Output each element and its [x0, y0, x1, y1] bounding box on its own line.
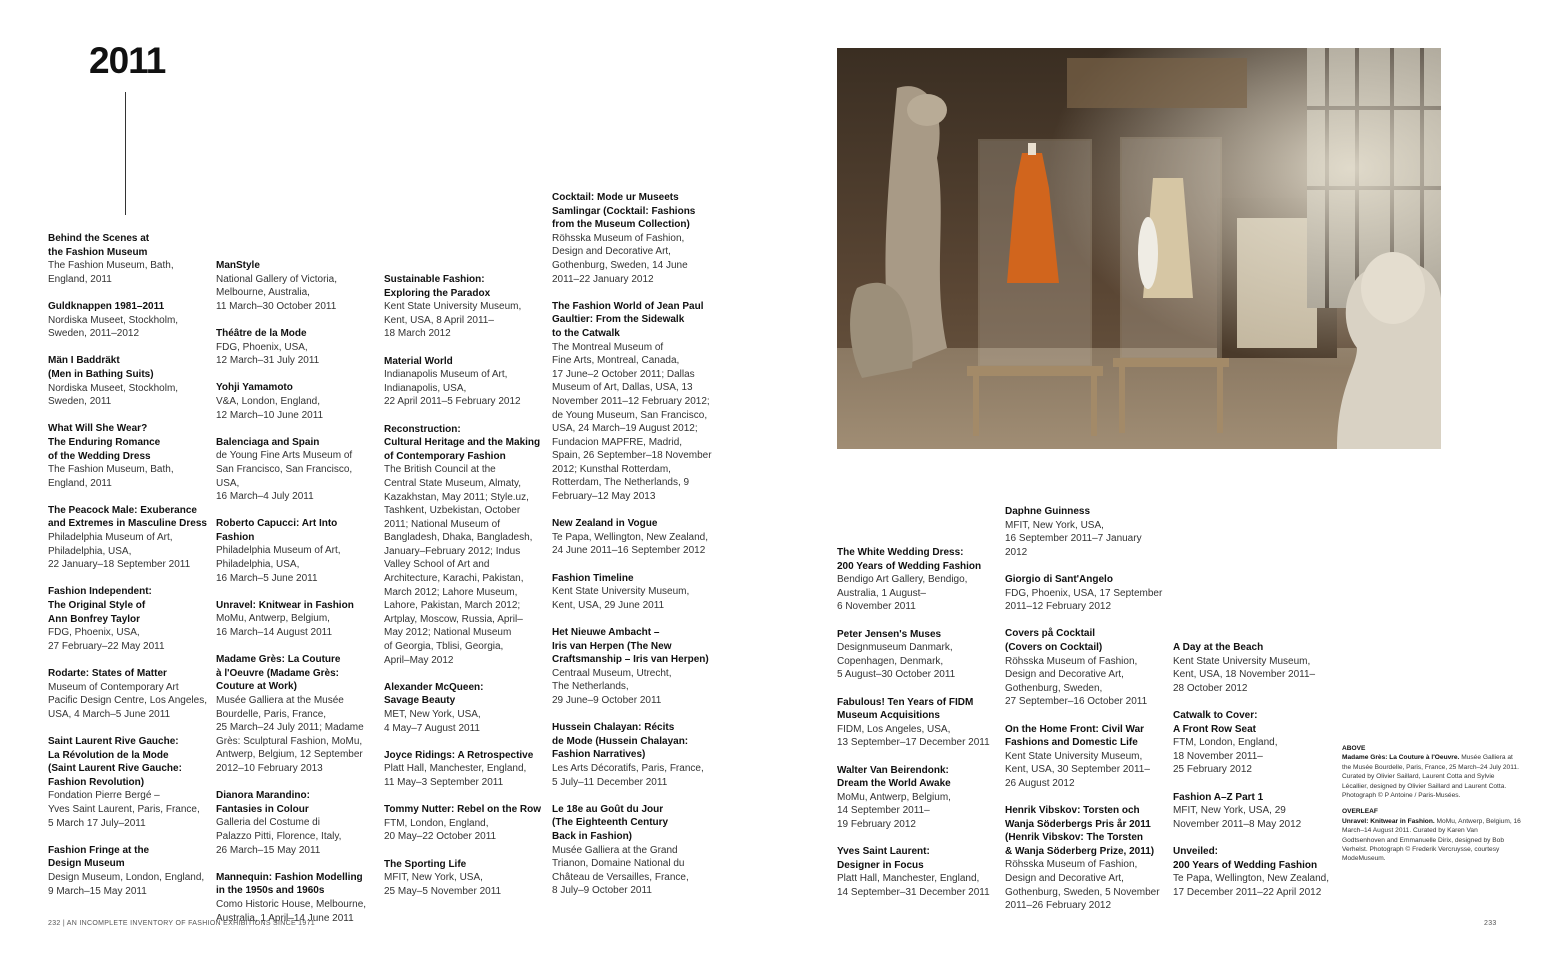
- exhibition-details: FTM, London, England, 20 May–22 October 2011: [384, 817, 497, 843]
- exhibition-title: Hussein Chalayan: Récits de Mode (Hussein Chalayan: Fashion Narratives): [552, 722, 689, 761]
- exhibition-title: Roberto Capucci: Art Into Fashion: [216, 518, 338, 543]
- exhibition-title: Giorgio di Sant'Angelo: [1005, 573, 1113, 585]
- exhibition-entry: [48, 232, 208, 286]
- exhibition-entry: [1005, 573, 1165, 614]
- exhibition-details: MET, New York, USA, 4 May–7 August 2011: [384, 709, 481, 734]
- exhibition-details: Te Papa, Wellington, New Zealand, 17 December 2011–22 April 2012: [1173, 873, 1330, 898]
- divider-line: [125, 92, 126, 215]
- exhibition-details: MoMu, Antwerp, Belgium, 14 September 2011– 19 February 2012: [837, 791, 951, 830]
- exhibition-details: Musée Galliera at the Musée Bourdelle, Paris, France, 25 March–24 July 2011; Madame Grès: Sculptural Fashion, MoMu, Antwerp, Belgium, 12 September 2012–10 February 2013: [216, 695, 364, 774]
- exhibition-title: Behind the Scenes at the Fashion Museum: [48, 233, 150, 258]
- exhibition-entry: [384, 858, 544, 899]
- exhibition-entry: [837, 696, 997, 750]
- caption-above-heading: ABOVE: [1342, 745, 1366, 752]
- exhibition-title: Het Nieuwe Ambacht – Iris van Herpen (The New Craftsmanship – Iris van Herpen): [552, 627, 709, 666]
- exhibition-entry: [552, 626, 712, 708]
- exhibition-title: Daphne Guinness: [1005, 506, 1091, 517]
- exhibition-title: Saint Laurent Rive Gauche: La Révolution de la Mode (Saint Laurent Rive Gauche: Fashion Revolution): [48, 735, 182, 788]
- exhibition-details: FDG, Phoenix, USA, 27 February–22 May 2011: [48, 627, 165, 652]
- exhibition-entry: [216, 327, 376, 368]
- exhibition-entry: [216, 381, 376, 422]
- exhibition-details: MFIT, New York, USA, 25 May–5 November 2011: [384, 872, 502, 897]
- exhibition-title: Le 18e au Goût du Jour (The Eighteenth Century Back in Fashion): [552, 803, 669, 842]
- exhibition-details: FIDM, Los Angeles, USA, 13 September–17 December 2011: [837, 723, 990, 749]
- exhibition-details: Design Museum, London, England, 9 March–15 May 2011: [48, 871, 205, 897]
- exhibition-entry: [552, 721, 712, 789]
- exhibition-entry: [837, 628, 997, 682]
- exhibition-title: Rodarte: States of Matter: [48, 668, 167, 679]
- exhibition-title: Män I Baddräkt (Men in Bathing Suits): [48, 355, 154, 380]
- column-1: [48, 232, 208, 912]
- exhibition-entry: [1173, 641, 1333, 695]
- exhibition-title: Tommy Nutter: Rebel on the Row: [384, 804, 542, 816]
- exhibition-title: Joyce Ridings: A Retrospective: [384, 749, 534, 761]
- column-3: [384, 273, 544, 912]
- exhibition-title: Cocktail: Mode ur Museets Samlingar (Cocktail: Fashions from the Museum Collection): [552, 192, 696, 231]
- exhibition-entry: [552, 803, 712, 898]
- exhibition-details: Röhsska Museum of Fashion, Design and Decorative Art, Gothenburg, Sweden, 5 November 2011–26 February 2012: [1005, 859, 1160, 912]
- exhibition-title: Covers på Cocktail (Covers on Cocktail): [1005, 628, 1103, 653]
- exhibition-details: Philadelphia Museum of Art, Philadelphia, USA, 22 January–18 September 2011: [48, 532, 191, 571]
- exhibition-details: FTM, London, England, 18 November 2011– 25 February 2012: [1173, 737, 1278, 776]
- exhibition-entry: [48, 735, 208, 830]
- caption-overleaf-text: MoMu, Antwerp, Belgium, 16 March–14 August 2011. Curated by Karen Van Godtsenhoven and Emmanuelle Dirix, designed by Bob Verhelst. Photograph © Frederik Vercruysse, courtesy ModeMuseum.: [1342, 817, 1521, 863]
- exhibition-entry: [216, 436, 376, 504]
- exhibition-details: National Gallery of Victoria, Melbourne, Australia, 11 March–30 October 2011: [216, 273, 337, 312]
- exhibition-details: MFIT, New York, USA, 16 September 2011–7 January 2012: [1005, 519, 1142, 558]
- exhibition-title: Peter Jensen's Muses: [837, 628, 942, 640]
- exhibition-details: Kent State University Museum, Kent, USA, 18 November 2011– 28 October 2012: [1173, 655, 1316, 694]
- exhibition-title: Henrik Vibskov: Torsten och Wanja Söderbergs Pris år 2011 (Henrik Vibskov: The Torsten & Wanja Söderberg Prize, 2011): [1005, 805, 1155, 857]
- exhibition-entry: [48, 844, 208, 898]
- exhibition-title: New Zealand in Vogue: [552, 518, 658, 530]
- exhibition-details: Indianapolis Museum of Art, Indianapolis, USA, 22 April 2011–5 February 2012: [384, 369, 521, 408]
- exhibition-entry: [1005, 505, 1165, 559]
- exhibition-entry: [48, 667, 208, 721]
- exhibition-title: Guldknappen 1981–2011: [48, 300, 165, 312]
- exhibition-details: Nordiska Museet, Stockholm, Sweden, 2011–2012: [48, 314, 179, 340]
- exhibition-entry: [552, 191, 712, 286]
- exhibition-title: Fabulous! Ten Years of FIDM Museum Acquisitions: [837, 696, 974, 722]
- exhibition-title: Yohji Yamamoto: [216, 382, 293, 394]
- exhibition-entry: [837, 764, 997, 832]
- exhibition-title: Material World: [384, 355, 453, 367]
- exhibition-title: The Sporting Life: [384, 858, 467, 870]
- exhibition-title: What Will She Wear? The Enduring Romance of the Wedding Dress: [48, 423, 161, 462]
- exhibition-entry: [384, 355, 544, 409]
- exhibition-entry: [48, 585, 208, 653]
- column-2: [216, 259, 376, 939]
- exhibition-details: The Fashion Museum, Bath, England, 2011: [48, 464, 174, 489]
- exhibition-details: MoMu, Antwerp, Belgium, 16 March–14 August 2011: [216, 613, 333, 639]
- exhibition-entry: [384, 749, 544, 790]
- column-6: [1005, 505, 1165, 926]
- exhibition-entry: [216, 259, 376, 313]
- exhibition-details: Como Historic House, Melbourne, Australia, 1 April–14 June 2011: [216, 898, 367, 924]
- exhibition-entry: [216, 871, 376, 925]
- year-heading: 2011: [89, 40, 166, 81]
- exhibition-title: On the Home Front: Civil War Fashions and Domestic Life: [1005, 723, 1145, 749]
- exhibition-details: Les Arts Décoratifs, Paris, France, 5 July–11 December 2011: [552, 762, 704, 788]
- exhibition-entry: [48, 422, 208, 490]
- exhibition-details: V&A, London, England, 12 March–10 June 2011: [216, 395, 324, 421]
- exhibition-details: Te Papa, Wellington, New Zealand, 24 June 2011–16 September 2012: [552, 531, 709, 557]
- exhibition-entry: [837, 845, 997, 899]
- exhibition-entry: [48, 504, 208, 572]
- exhibition-details: Centraal Museum, Utrecht, The Netherlands, 29 June–9 October 2011: [552, 667, 672, 706]
- exhibition-entry: [384, 803, 544, 844]
- exhibition-title: Fashion A–Z Part 1: [1173, 791, 1264, 803]
- exhibition-details: Kent State University Museum, Kent, USA, 30 September 2011– 26 August 2012: [1005, 750, 1150, 789]
- exhibition-details: FDG, Phoenix, USA, 17 September 2011–12 February 2012: [1005, 587, 1163, 613]
- exhibition-title: Théâtre de la Mode: [216, 327, 307, 339]
- exhibition-details: The Fashion Museum, Bath, England, 2011: [48, 260, 174, 285]
- exhibition-entry: [1173, 709, 1333, 777]
- exhibition-details: Museum of Contemporary Art Pacific Design Centre, Los Angeles, USA, 4 March–5 June 2011: [48, 681, 207, 720]
- column-5: [837, 546, 997, 913]
- page-number-right: 233: [1484, 920, 1497, 927]
- photo-caption: [1342, 744, 1522, 871]
- exhibition-entry: [48, 354, 208, 408]
- exhibition-entry: [384, 681, 544, 735]
- exhibition-details: Musée Galliera at the Grand Trianon, Domaine National du Château de Versailles, France, 8 July–9 October 2011: [552, 844, 689, 897]
- exhibition-entry: [384, 423, 544, 668]
- exhibition-details: Galleria del Costume di Palazzo Pitti, Florence, Italy, 26 March–15 May 2011: [216, 817, 342, 856]
- caption-above-title: Madame Grès: La Couture à l'Oeuvre.: [1342, 754, 1460, 762]
- exhibition-details: de Young Fine Arts Museum of San Francisco, San Francisco, USA, 16 March–4 July 2011: [216, 450, 353, 503]
- exhibition-title: The Peacock Male: Exuberance and Extremes in Masculine Dress: [48, 504, 207, 530]
- exhibition-entry: [837, 546, 997, 614]
- exhibition-details: MFIT, New York, USA, 29 November 2011–8 May 2012: [1173, 805, 1302, 830]
- exhibition-entry: [1005, 723, 1165, 791]
- exhibition-details: Röhsska Museum of Fashion, Design and Decorative Art, Gothenburg, Sweden, 27 September–16 October 2011: [1005, 655, 1148, 708]
- exhibition-photo: [837, 48, 1441, 449]
- exhibition-details: FDG, Phoenix, USA, 12 March–31 July 2011: [216, 341, 320, 367]
- exhibition-title: Fashion Timeline: [552, 572, 634, 584]
- exhibition-title: Yves Saint Laurent: Designer in Focus: [837, 846, 930, 871]
- exhibition-title: A Day at the Beach: [1173, 642, 1264, 653]
- exhibition-details: Röhsska Museum of Fashion, Design and Decorative Art, Gothenburg, Sweden, 14 June 2011–22 January 2012: [552, 232, 688, 285]
- exhibition-title: Fashion Independent: The Original Style of Ann Bonfrey Taylor: [48, 586, 152, 625]
- exhibition-details: The British Council at the Central State Museum, Almaty, Kazakhstan, May 2011; Style.uz, Tashkent, Uzbekistan, October 2011; National Museum of Bangladesh, Dhaka, Bangladesh, January–February 2012; Indus Valley School of Art and Architecture, Karachi, Pakistan, March 2012; Lahore Museum, Lahore, Pakistan, March 2012; Artplay, Moscow, Russia, April– May 2012; National Museum of Georgia, Tblisi, Georgia, April–May 2012: [384, 464, 533, 666]
- exhibition-details: Fondation Pierre Bergé – Yves Saint Laurent, Paris, France, 5 March 17 July–2011: [48, 790, 200, 829]
- exhibition-title: The Fashion World of Jean Paul Gaultier: From the Sidewalk to the Catwalk: [552, 300, 704, 339]
- exhibition-entry: [552, 572, 712, 613]
- exhibition-title: Reconstruction: Cultural Heritage and the Making of Contemporary Fashion: [384, 423, 541, 462]
- caption-overleaf-title: Unravel: Knitwear in Fashion.: [1342, 817, 1435, 825]
- exhibition-entry: [1005, 627, 1165, 709]
- caption-overleaf-heading: OVERLEAF: [1342, 808, 1378, 816]
- footer-left: 232 | AN INCOMPLETE INVENTORY OF FASHION EXHIBITIONS SINCE 1971: [48, 920, 315, 927]
- exhibition-title: Unravel: Knitwear in Fashion: [216, 599, 354, 611]
- exhibition-title: Sustainable Fashion: Exploring the Paradox: [384, 274, 491, 299]
- exhibition-entry: [1173, 845, 1333, 899]
- exhibition-details: Kent State University Museum, Kent, USA, 29 June 2011: [552, 586, 690, 611]
- exhibition-entry: [216, 599, 376, 640]
- exhibition-details: Kent State University Museum, Kent, USA, 8 April 2011– 18 March 2012: [384, 301, 522, 340]
- exhibition-entry: [552, 300, 712, 504]
- exhibition-title: The White Wedding Dress: 200 Years of Wedding Fashion: [837, 547, 982, 572]
- exhibition-entry: [1173, 791, 1333, 832]
- exhibition-title: Mannequin: Fashion Modelling in the 1950s and 1960s: [216, 871, 363, 897]
- column-4: [552, 191, 712, 911]
- exhibition-title: Dianora Marandino: Fantasies in Colour: [216, 790, 310, 815]
- exhibition-title: Walter Van Beirendonk: Dream the World Awake: [837, 764, 951, 790]
- exhibition-details: Platt Hall, Manchester, England, 11 May–3 September 2011: [384, 763, 527, 788]
- exhibition-title: Fashion Fringe at the Design Museum: [48, 844, 150, 870]
- exhibition-entry: [48, 300, 208, 341]
- exhibition-title: Catwalk to Cover: A Front Row Seat: [1173, 709, 1258, 735]
- exhibition-title: ManStyle: [216, 260, 260, 271]
- exhibition-entry: [216, 789, 376, 857]
- exhibition-details: Platt Hall, Manchester, England, 14 September–31 December 2011: [837, 873, 990, 898]
- exhibition-details: Designmuseum Danmark, Copenhagen, Denmark, 5 August–30 October 2011: [837, 642, 956, 681]
- exhibition-details: Nordiska Museet, Stockholm, Sweden, 2011: [48, 382, 179, 408]
- exhibition-details: Philadelphia Museum of Art, Philadelphia, USA, 16 March–5 June 2011: [216, 545, 341, 584]
- exhibition-entry: [552, 517, 712, 558]
- exhibition-title: Balenciaga and Spain: [216, 436, 320, 448]
- exhibition-title: Unveiled: 200 Years of Wedding Fashion: [1173, 845, 1318, 871]
- exhibition-entry: [384, 273, 544, 341]
- exhibition-details: The Montreal Museum of Fine Arts, Montreal, Canada, 17 June–2 October 2011; Dallas Museum of Art, Dallas, USA, 13 November 2011–12 February 2012; de Young Museum, San Francisco, USA, 24 March–19 August 2012; Fundacion MAPFRE, Madrid, Spain, 26 September–18 November 2012; Kunsthal Rotterdam, Rotterdam, The Netherlands, 9 February–12 May 2013: [552, 341, 712, 503]
- exhibition-entry: [216, 517, 376, 585]
- column-7: [1173, 641, 1333, 913]
- caption-above-text: Musée Galliera at the Musée Bourdelle, Paris, France, 25 March–24 July 2011. Curated by Olivier Saillard, Laurent Cotta and Sylvie Lécallier, designed by Olivier Saillard and Laurent Cotta. Photograph © P Antoine / Paris-Musées.: [1342, 754, 1519, 800]
- exhibition-title: Madame Grès: La Couture à l'Oeuvre (Madame Grès: Couture at Work): [216, 654, 341, 693]
- exhibition-entry: [1005, 804, 1165, 913]
- exhibition-entry: [216, 653, 376, 775]
- exhibition-details: Bendigo Art Gallery, Bendigo, Australia, 1 August– 6 November 2011: [837, 574, 968, 613]
- exhibition-title: Alexander McQueen: Savage Beauty: [384, 681, 484, 707]
